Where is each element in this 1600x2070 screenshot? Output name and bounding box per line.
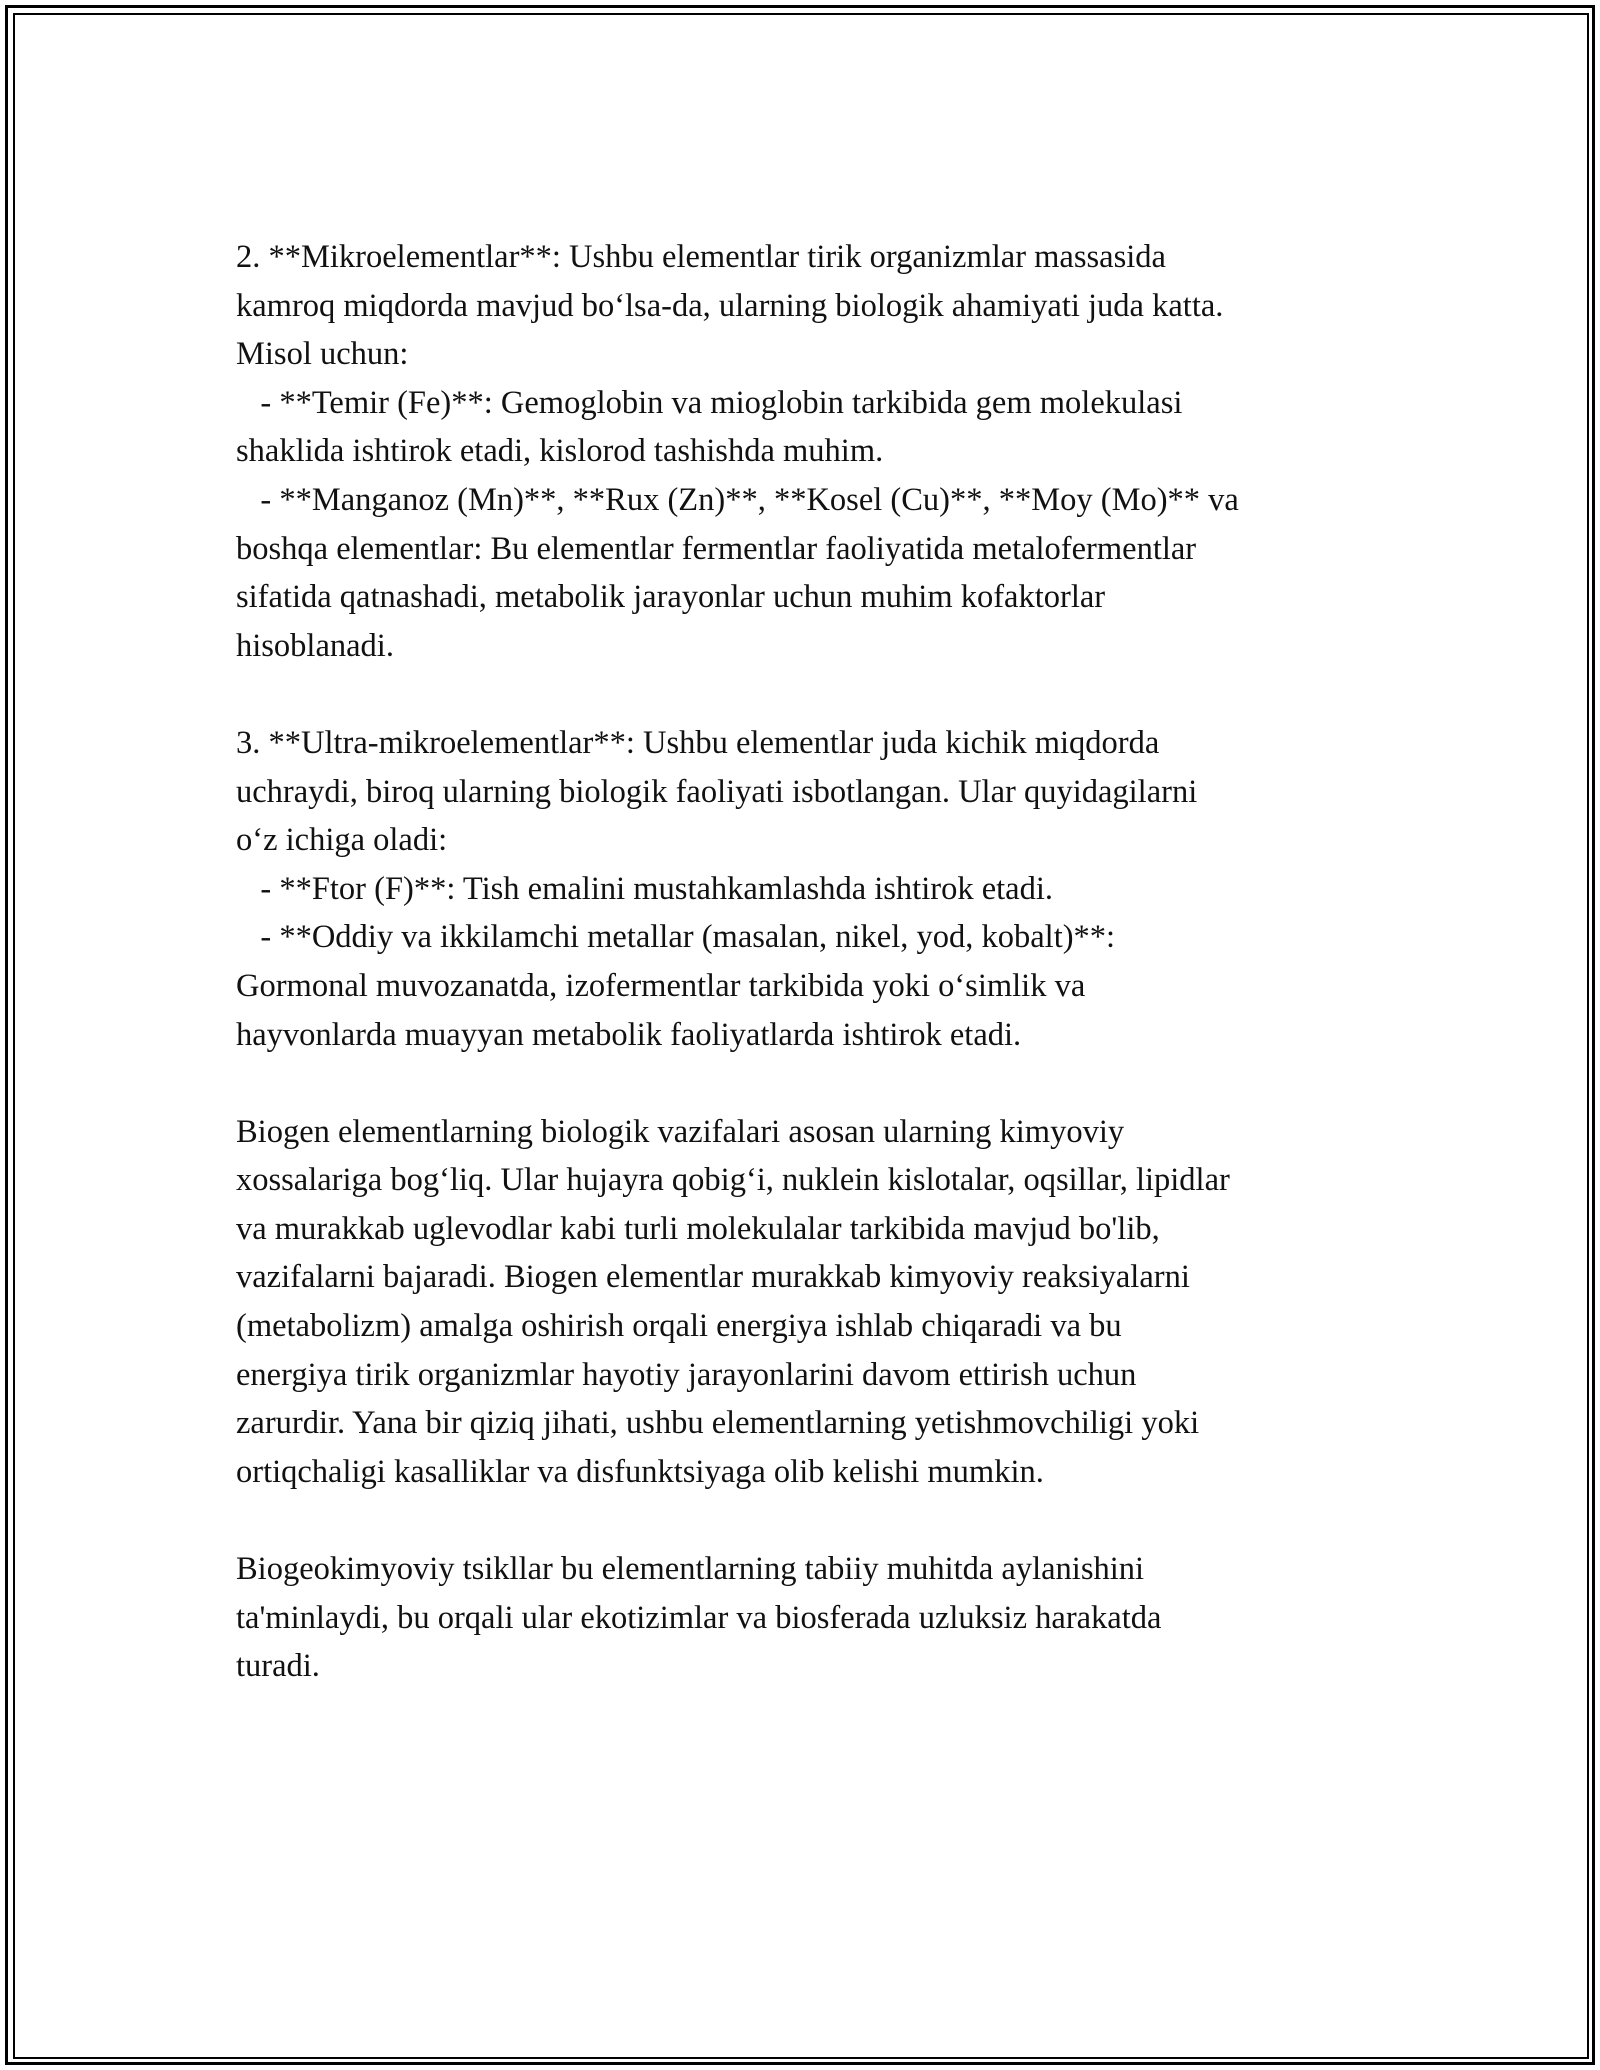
text-line: - **Ftor (F)**: Tish emalini mustahkamlashda ishtirok etadi. [236,870,1053,907]
text-line: Biogeokimyoviy tsikllar bu elementlarning tabiiy muhitda aylanishini [236,1551,1145,1588]
text-line: sifatida qatnashadi, metabolik jarayonlar uchun muhim kofaktorlar [236,579,1106,616]
text-line: Gormonal muvozanatda, izofermentlar tarkibida yoki o‘simlik va [236,967,1086,1004]
text-line: kamroq miqdorda mavjud bo‘lsa-da, ularning biologik ahamiyati juda katta. [236,287,1224,324]
text-line: shaklida ishtirok etadi, kislorod tashishda muhim. [236,433,884,470]
text-line: - **Temir (Fe)**: Gemoglobin va mioglobin tarkibida gem molekulasi [236,384,1183,421]
text-line: hisoblanadi. [236,627,394,664]
text-line: - **Oddiy va ikkilamchi metallar (masalan, nikel, yod, kobalt)**: [236,919,1116,956]
text-line: ortiqchaligi kasalliklar va disfunktsiyaga olib kelishi mumkin. [236,1453,1044,1490]
text-line: Misol uchun: [236,336,409,373]
text-line: vazifalarni bajaradi. Biogen elementlar murakkab kimyoviy reaksiyalarni [236,1259,1190,1296]
text-line: energiya tirik organizmlar hayotiy jarayonlarini davom ettirish uchun [236,1356,1137,1393]
text-line: xossalariga bog‘liq. Ular hujayra qobig‘i, nuklein kislotalar, oqsillar, lipidlar [236,1162,1230,1199]
document-body [236,233,1396,1691]
text-line: boshqa elementlar: Bu elementlar fermentlar faoliyatida metalofermentlar [236,530,1197,567]
text-line: o‘z ichiga oladi: [236,822,448,859]
text-line: va murakkab uglevodlar kabi turli molekulalar tarkibida mavjud bo'lib, [236,1210,1160,1247]
paragraph-mikroelementlar [236,233,1396,670]
text-line: uchraydi, biroq ularning biologik faoliyati isbotlangan. Ular quyidagilarni [236,773,1198,810]
paragraph-spacer [236,1059,1396,1108]
text-line: ta'minlaydi, bu orqali ular ekotizimlar va biosferada uzluksiz harakatda [236,1599,1162,1636]
text-line: hayvonlarda muayyan metabolik faoliyatlarda ishtirok etadi. [236,1016,1022,1053]
paragraph-ultra-mikroelementlar [236,719,1396,1059]
text-line: Biogen elementlarning biologik vazifalari asosan ularning kimyoviy [236,1113,1125,1150]
text-line: - **Manganoz (Mn)**, **Rux (Zn)**, **Kosel (Cu)**, **Moy (Mo)** va [236,481,1239,518]
paragraph-spacer [236,1496,1396,1545]
paragraph-biogeokimyoviy [236,1545,1396,1691]
text-line: (metabolizm) amalga oshirish orqali energiya ishlab chiqaradi va bu [236,1308,1122,1345]
text-line: 2. **Mikroelementlar**: Ushbu elementlar tirik organizmlar massasida [236,239,1166,275]
text-line: 3. **Ultra-mikroelementlar**: Ushbu elementlar juda kichik miqdorda [236,724,1160,761]
text-line: zarurdir. Yana bir qiziq jihati, ushbu elementlarning yetishmovchiligi yoki [236,1405,1200,1442]
paragraph-biogen-vazifalari [236,1108,1396,1497]
paragraph-spacer [236,670,1396,719]
text-line: turadi. [236,1648,320,1685]
